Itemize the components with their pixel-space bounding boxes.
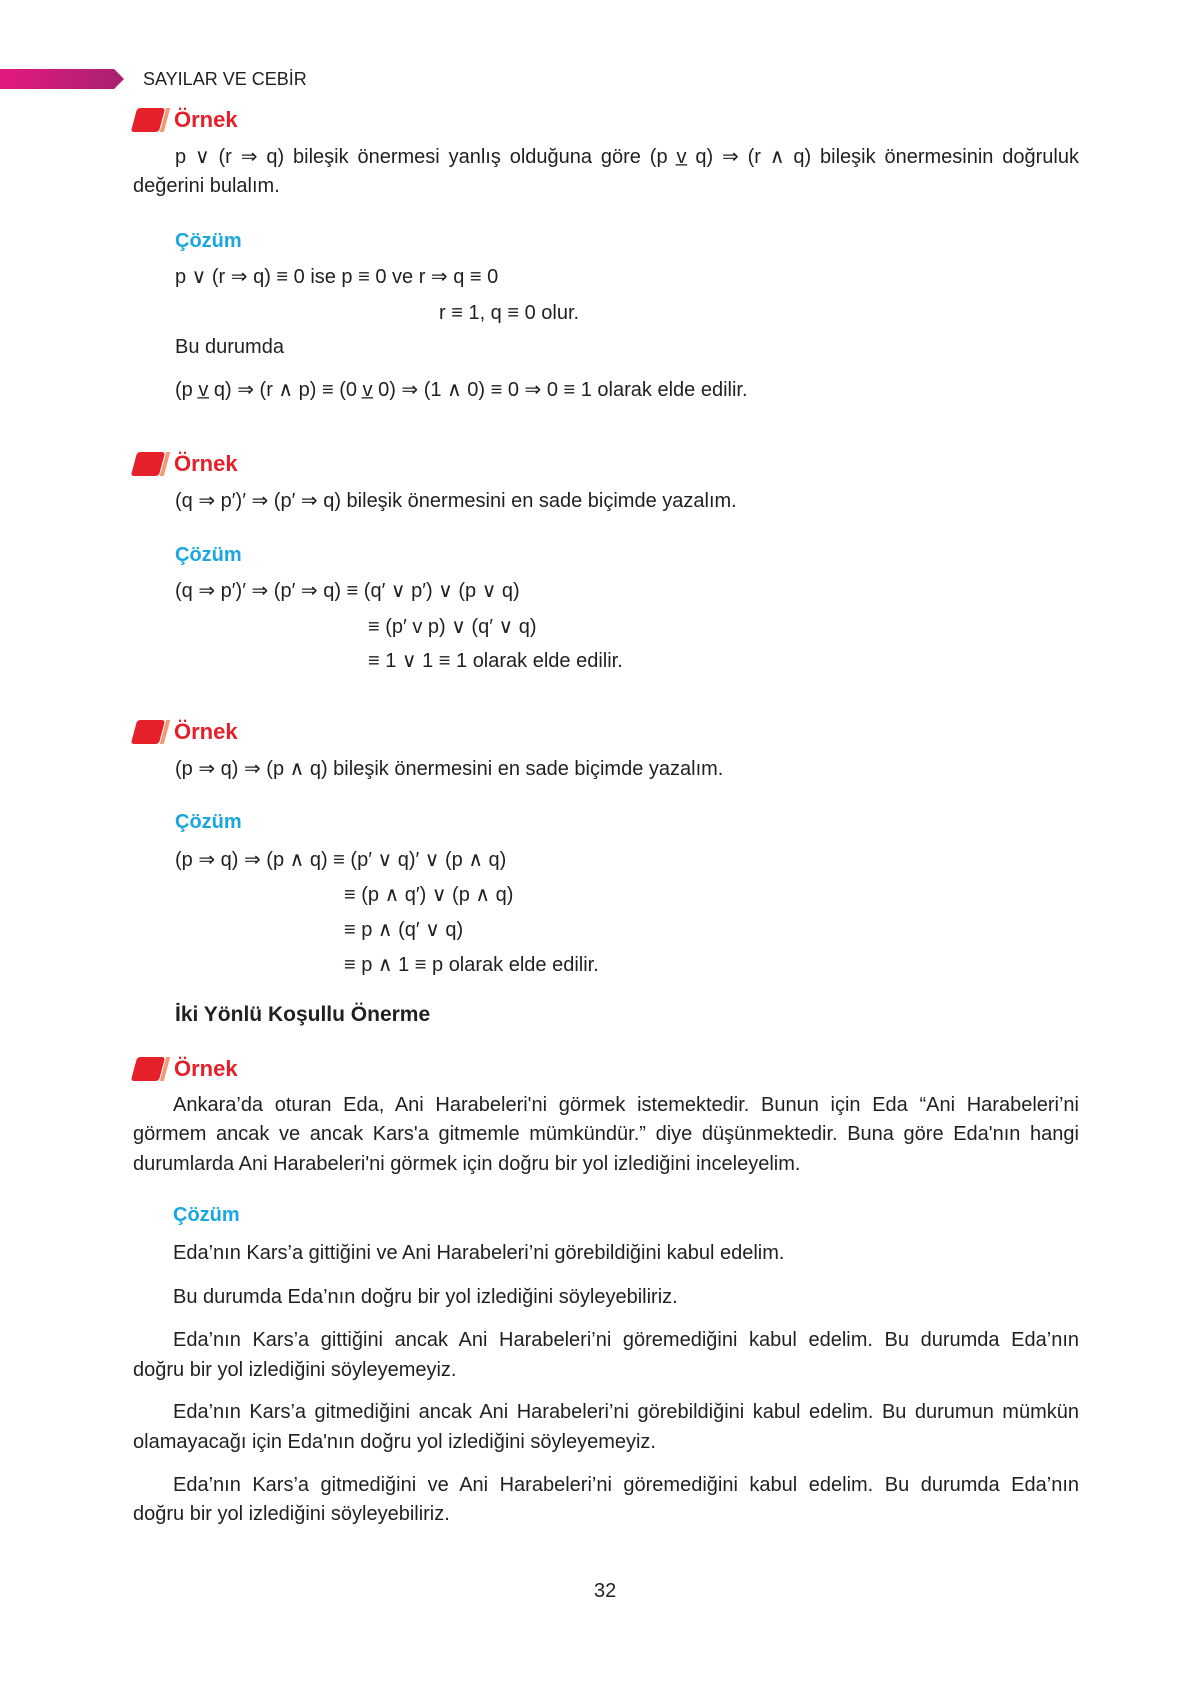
solution-line: Bu durumda [175,336,284,358]
example-heading [134,105,238,135]
solution-label: Çözüm [173,1204,240,1226]
question-text: (q ⇒ p′)′ ⇒ (p′ ⇒ q) bileşik önermesini en sade biçimde yazalım. [175,490,737,512]
solution-line: ≡ (p ∧ q′) ∨ (p ∧ q) [344,884,514,906]
example-icon [134,1055,170,1083]
solution-line: Eda’nın Kars’a gittiğini ve Ani Harabeleri’ni görebildiğini kabul edelim. [173,1242,785,1264]
solution-line: doğru bir yol izlediğini söyleyemeyiz. [133,1359,457,1381]
question-text: (p ⇒ q) ⇒ (p ∧ q) bileşik önermesini en sade biçimde yazalım. [175,758,724,780]
solution-line: ≡ (p′ v p) ∨ (q′ ∨ q) [368,616,537,638]
solution-line: Bu durumda Eda’nın doğru bir yol izlediğini söyleyebiliriz. [173,1286,678,1308]
solution-label: Çözüm [175,544,242,566]
example-icon [134,450,170,478]
example-label: Örnek [174,719,238,744]
solution-line: r ≡ 1, q ≡ 0 olur. [439,302,580,324]
example-heading [134,1054,238,1084]
example-icon [134,718,170,746]
question-text: görmem ancak ve ancak Kars'a gitmemle mümkündür.” diye düşünmektedir. Buna göre Eda'nın hangi [133,1123,1079,1145]
section-heading: İki Yönlü Koşullu Önerme [175,1003,431,1026]
solution-line: ≡ p ∧ 1 ≡ p olarak elde edilir. [344,954,599,976]
example-heading [134,449,238,479]
solution-label: Çözüm [175,811,242,833]
solution-line: Eda’nın Kars’a gitmediğini ve Ani Harabeleri’ni göremediğini kabul edelim. Bu durumda Eda’nın [173,1474,1079,1496]
solution-line: ≡ 1 ∨ 1 ≡ 1 olarak elde edilir. [368,650,623,672]
solution-line: Eda’nın Kars’a gitmediğini ancak Ani Harabeleri’ni görebildiğini kabul edelim. Bu durumun mümkün [173,1401,1079,1423]
example-label: Örnek [174,107,238,132]
section-title: SAYILAR VE CEBİR [143,69,307,89]
question-text: p ∨ (r ⇒ q) bileşik önermesi yanlış olduğuna göre (p v̲ q) ⇒ (r ∧ q) bileşik önermesinin doğruluk [175,146,1079,168]
solution-line: (p ⇒ q) ⇒ (p ∧ q) ≡ (p′ ∨ q)′ ∨ (p ∧ q) [175,849,507,871]
example-icon [134,106,170,134]
question-text: Ankara’da oturan Eda, Ani Harabeleri'ni görmek istemektedir. Bunun için Eda “Ani Harabeleri’ni [173,1094,1079,1116]
question-text: durumlarda Ani Harabeleri'ni görmek için doğru bir yol izlediğini inceleyelim. [133,1153,801,1175]
solution-line: p ∨ (r ⇒ q) ≡ 0 ise p ≡ 0 ve r ⇒ q ≡ 0 [175,266,499,288]
example-label: Örnek [174,451,238,476]
example-heading [134,717,238,747]
solution-label: Çözüm [175,230,242,252]
solution-line: doğru bir yol izlediğini söyleyebiliriz. [133,1503,450,1525]
solution-line: (p v̲ q) ⇒ (r ∧ p) ≡ (0 v̲ 0) ⇒ (1 ∧ 0) ≡ 0 ⇒ 0 ≡ 1 olarak elde edilir. [175,379,748,401]
example-label: Örnek [174,1056,238,1081]
solution-line: ≡ p ∧ (q′ ∨ q) [344,919,464,941]
question-text: değerini bulalım. [133,175,280,197]
solution-line: (q ⇒ p′)′ ⇒ (p′ ⇒ q) ≡ (q′ ∨ p′) ∨ (p ∨ q) [175,580,520,602]
section-banner [0,69,124,89]
solution-line: olamayacağı için Eda'nın doğru yol izlediğini söyleyemeyiz. [133,1431,656,1453]
page-number: 32 [594,1580,617,1602]
solution-line: Eda’nın Kars’a gittiğini ancak Ani Harabeleri’ni göremediğini kabul edelim. Bu durumda Eda’nın [173,1329,1079,1351]
